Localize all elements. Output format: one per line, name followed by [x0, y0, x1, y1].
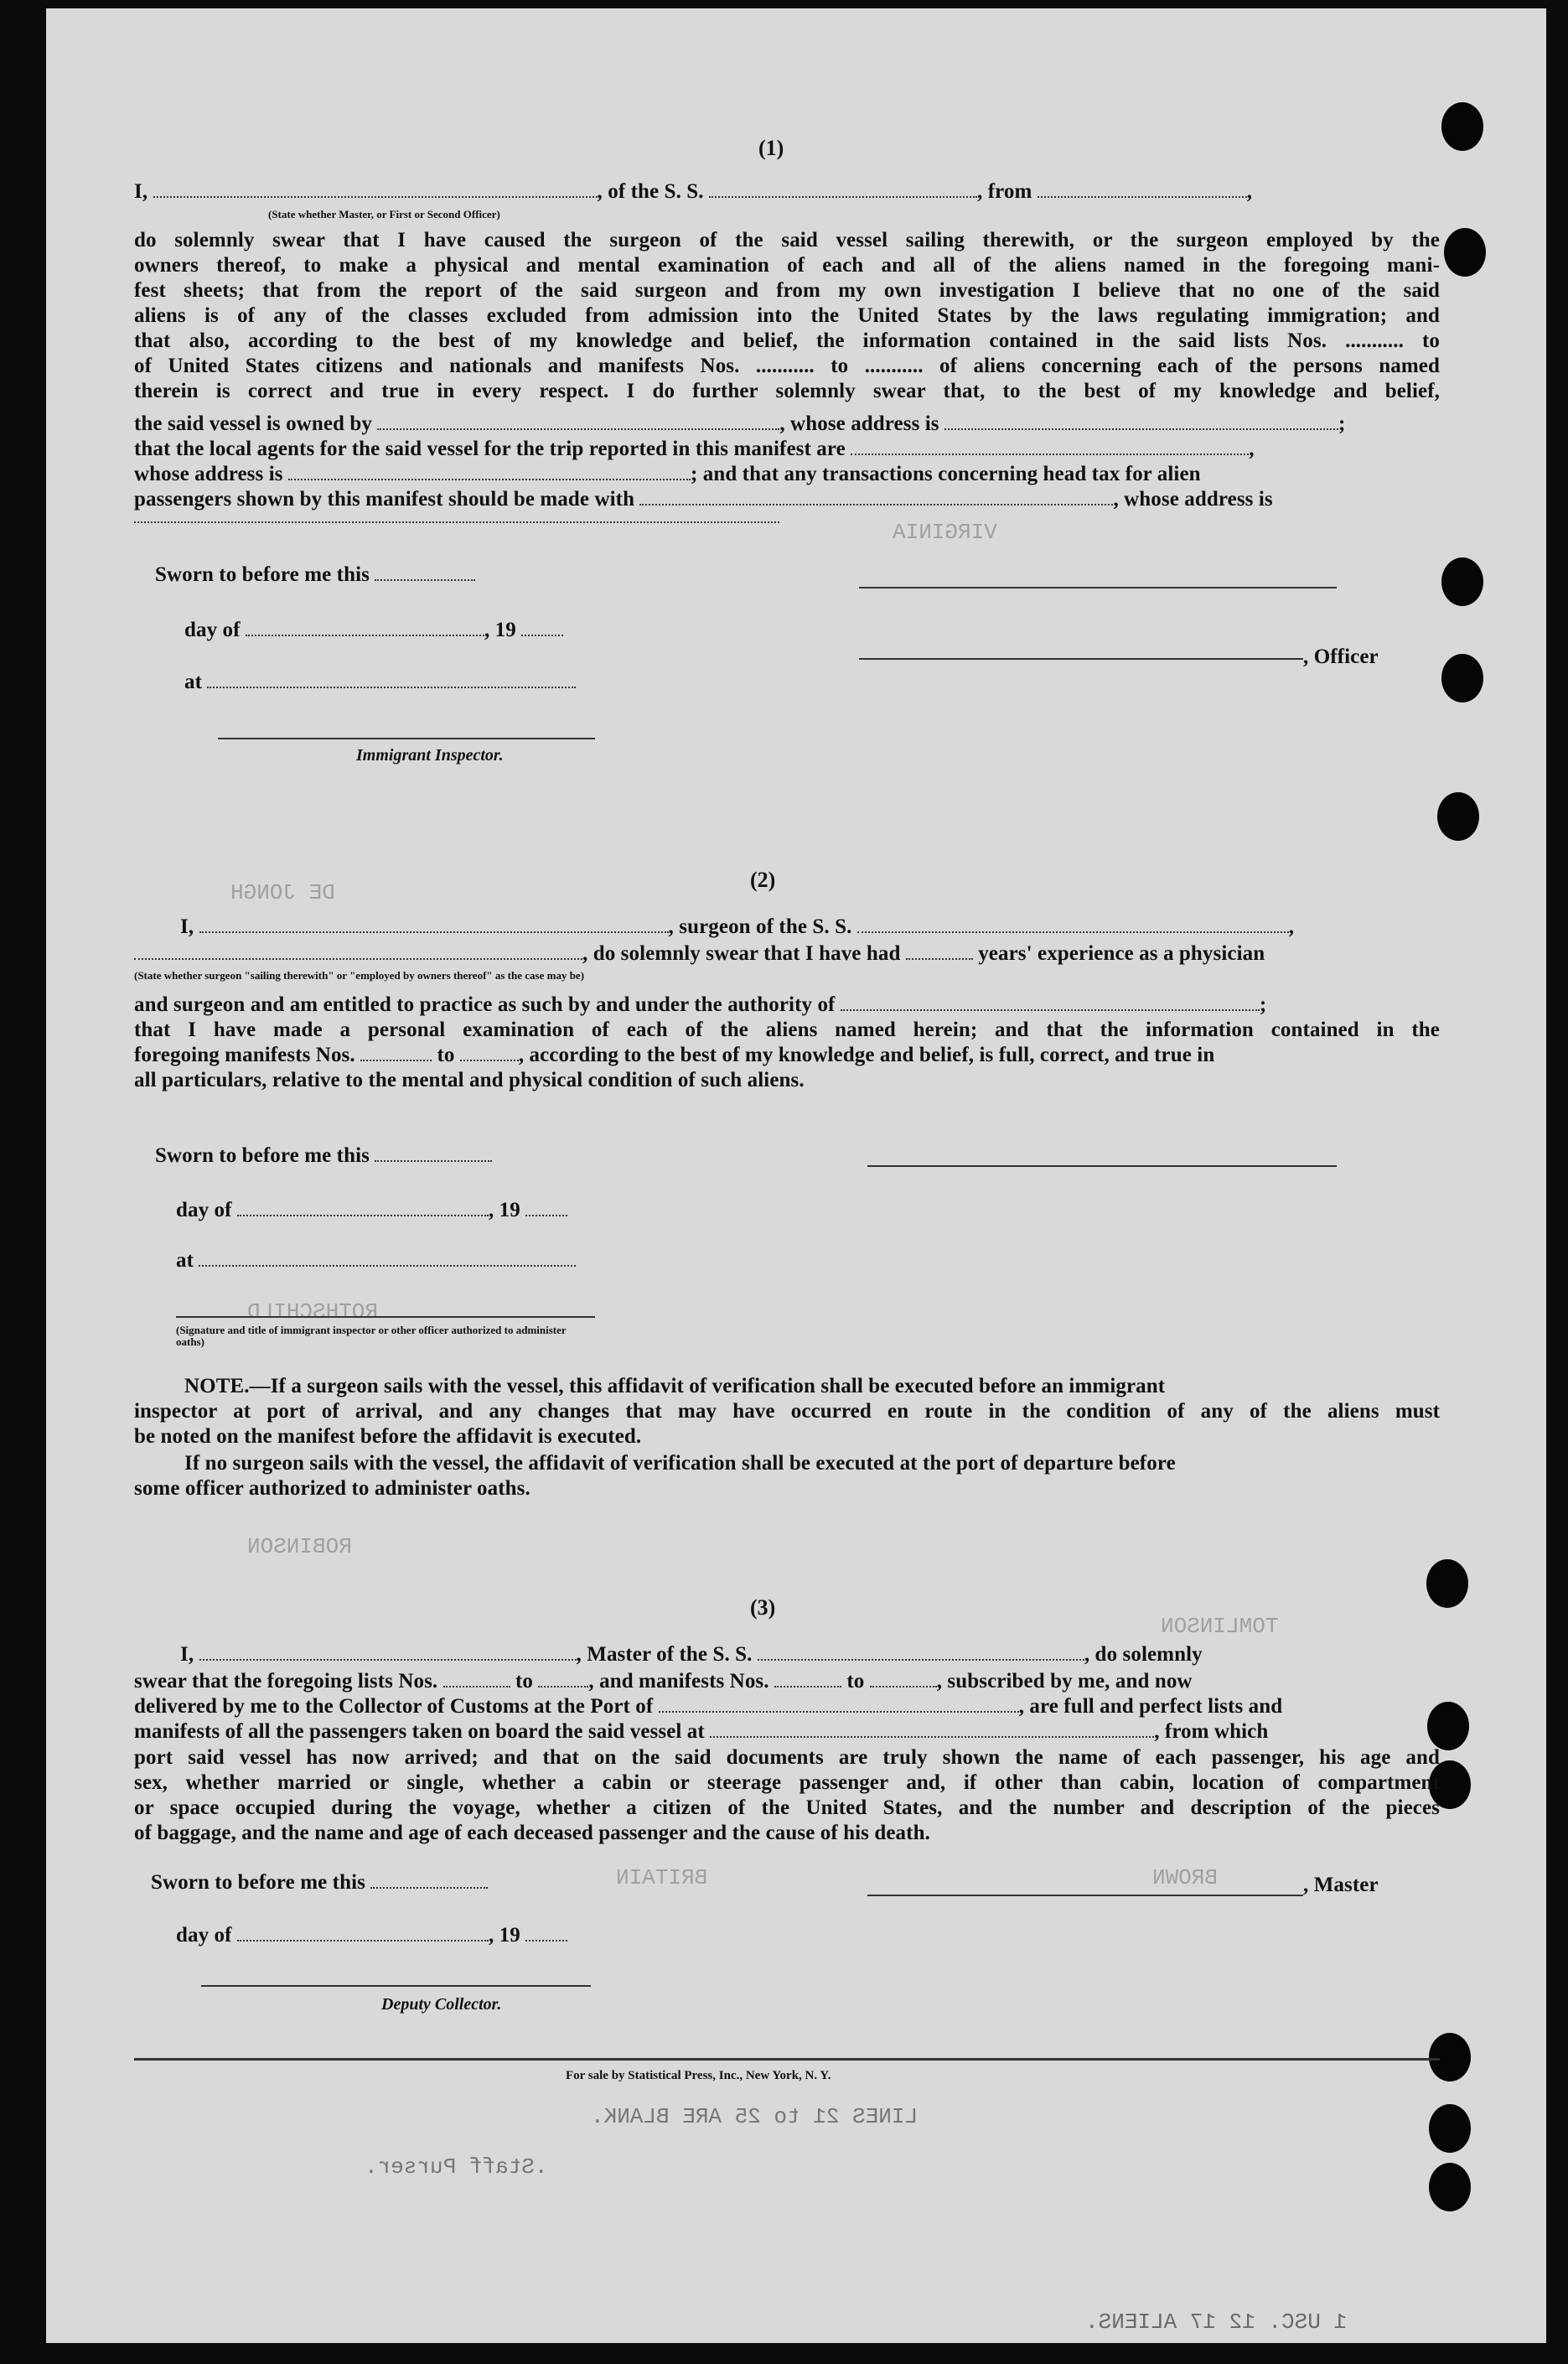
section-1-text-line: owners thereof, to make a physical and mental examination of each and all of the aliens named in the foregoing mani-: [134, 254, 1440, 277]
section-1-text-line: of United States citizens and nationals and manifests Nos. ........... to ........... of aliens concerning each of the persons named: [134, 355, 1440, 377]
manifest-from-field[interactable]: [360, 1045, 432, 1061]
from-port-field[interactable]: [1038, 181, 1247, 198]
i-label: I,: [180, 1643, 194, 1666]
section-1-text-line: that also, according to the best of my knowledge and belief, the information contained in the said lists Nos. ........... to: [134, 329, 1440, 352]
owner-address-field[interactable]: [944, 413, 1338, 430]
day-of-line: [176, 1924, 567, 1947]
collector-label: delivered by me to the Collector of Customs at the Port of: [134, 1695, 654, 1718]
punch-hole: [1437, 792, 1479, 841]
head-tax-contact-field[interactable]: [639, 489, 1113, 505]
boarded-at-label: manifests of all the passengers taken on board the said vessel at: [134, 1720, 705, 1743]
port-field[interactable]: [659, 1696, 1019, 1713]
vessel-name-field[interactable]: [709, 181, 977, 198]
section-1-text-line: fest sheets; that from the report of the said surgeon and from my own investigation I believe that no one of the said: [134, 279, 1440, 302]
surgeon-line: I, , surgeon of the S. S. ,: [180, 915, 1295, 938]
authority-field[interactable]: [841, 994, 1260, 1011]
officer-note: (State whether Master, or First or Second Officer): [268, 208, 500, 220]
passengers-label: passengers shown by this manifest should be made with: [134, 488, 635, 511]
year-label: , 19: [488, 1924, 520, 1947]
sworn-day-field[interactable]: [375, 564, 475, 581]
punch-hole: [1429, 2163, 1471, 2211]
note-line-1: [184, 1375, 1165, 1398]
year-field[interactable]: [521, 620, 563, 636]
master-label: , Master: [1303, 1874, 1379, 1896]
section-3-text-line: of baggage, and the name and age of each deceased passenger and the cause of his death.: [134, 1822, 930, 1844]
address-blank[interactable]: [134, 521, 779, 523]
bleed-text: TOMLINSON: [1161, 1614, 1279, 1639]
from-label: , from: [977, 180, 1032, 203]
section-3-number: (3): [750, 1595, 776, 1620]
boarded-port-field[interactable]: [710, 1721, 1154, 1738]
particulars-line: all particulars, relative to the mental and physical condition of such aliens.: [134, 1069, 805, 1091]
bleed-text: 1 USC. 12 17 ALIENS.: [1085, 2310, 1348, 2335]
surgeon-signature-line[interactable]: [867, 1165, 1337, 1167]
punch-hole: [1429, 2104, 1471, 2153]
subscribed-label: , subscribed by me, and now: [936, 1670, 1193, 1693]
practice-label: and surgeon and am entitled to practice as such by and under the authority of: [134, 993, 836, 1016]
section-1-text-line: do solemnly swear that I have caused the surgeon of the said vessel sailing therewith, or the surgeon employed by the: [134, 229, 1440, 251]
do-solemnly-label: , do solemnly: [1084, 1643, 1203, 1666]
section-3-text-line: port said vessel has now arrived; and that on the said documents are truly shown the name of each passenger, his age and: [134, 1746, 1440, 1769]
inspector-signature-line[interactable]: [176, 1316, 595, 1318]
full-lists-label: , are full and perfect lists and: [1018, 1695, 1283, 1718]
at-line: [176, 1249, 576, 1273]
sworn-label: Sworn to before me this: [155, 563, 370, 586]
surgeon-of-label: , surgeon of the S. S.: [668, 915, 852, 938]
note-line-5: some officer authorized to administer oaths.: [134, 1477, 530, 1500]
sworn-day-field[interactable]: [375, 1145, 492, 1162]
local-agents-field[interactable]: [851, 438, 1249, 455]
to-label: to: [515, 1670, 534, 1693]
whose-address-label: , whose address is: [779, 412, 939, 435]
officer-signature-line-2[interactable]: [859, 658, 1303, 660]
at-place-field[interactable]: [207, 671, 576, 688]
passengers-line: [134, 488, 1273, 511]
day-of-label: day of: [176, 1199, 232, 1221]
from-which-label: , from which: [1154, 1720, 1269, 1743]
to-label: to: [437, 1044, 455, 1066]
punch-hole: [1426, 1559, 1468, 1608]
head-tax-label: ; and that any transactions concerning head tax for alien: [690, 463, 1201, 485]
surgeon-note: (State whether surgeon "sailing therewith" or "employed by owners thereof" as the case may be): [134, 969, 585, 982]
day-of-field[interactable]: [246, 620, 484, 636]
bleed-text: .Staff Purser.: [365, 2154, 548, 2180]
year-label: , 19: [484, 619, 516, 641]
punch-hole: [1441, 102, 1483, 151]
day-of-field[interactable]: [237, 1200, 489, 1216]
section-2-number: (2): [750, 868, 776, 892]
bleed-text: BROWN: [1152, 1865, 1219, 1890]
officer-signature-line[interactable]: [859, 587, 1337, 588]
at-line: [184, 671, 576, 694]
years-experience-label: years' experience as a physician: [978, 942, 1265, 965]
section-3-text-line: sex, whether married or single, whether a cabin or steerage passenger and, if other than cabin, location of compartment: [134, 1771, 1440, 1794]
sworn-label: Sworn to before me this: [151, 1871, 365, 1894]
year-field[interactable]: [525, 1200, 567, 1216]
note-line-3: be noted on the manifest before the affidavit is executed.: [134, 1425, 642, 1448]
for-sale-note: For sale by Statistical Press, Inc., New York, N. Y.: [566, 2069, 831, 2082]
punch-hole: [1429, 2033, 1471, 2081]
swear-had-label: , do solemnly swear that I have had: [582, 942, 901, 965]
bleed-text: BRITAIN: [616, 1865, 708, 1890]
bleed-text: LINES 21 to 25 ARE BLANK.: [591, 2104, 919, 2129]
immigrant-inspector-label: Immigrant Inspector.: [356, 746, 504, 765]
officer-name-field[interactable]: [153, 181, 598, 198]
section-1-body: [134, 228, 1440, 404]
manifests-to-field[interactable]: [870, 1671, 937, 1687]
day-of-line: [176, 1199, 567, 1222]
section-1-text-line: therein is correct and true in every respect. I do further solemnly swear that, to the best of my knowledge and belief,: [134, 380, 1440, 402]
agents-address-line: [134, 463, 1201, 486]
sworn-line: [155, 1144, 492, 1168]
at-place-field[interactable]: [199, 1250, 576, 1267]
punch-hole: [1441, 557, 1483, 606]
sworn-day-field[interactable]: [370, 1872, 488, 1889]
year-field[interactable]: [525, 1925, 567, 1941]
sworn-label: Sworn to before me this: [155, 1144, 370, 1167]
lists-line: [134, 1670, 1193, 1693]
owner-field[interactable]: [377, 413, 779, 430]
day-of-label: day of: [176, 1924, 232, 1947]
year-label: , 19: [488, 1199, 520, 1221]
punch-hole: [1444, 228, 1486, 277]
owned-by-line: the said vessel is owned by , whose address is ;: [134, 412, 1346, 435]
bleed-text: VIRGINIA: [893, 520, 997, 545]
local-agents-label: that the local agents for the said vessel for the trip reported in this manifest are: [134, 438, 846, 460]
master-signature-line[interactable]: [867, 1895, 1303, 1896]
surgeon-vessel-field[interactable]: [857, 916, 1289, 933]
section-3-body: [134, 1745, 1440, 1846]
local-agents-line: that the local agents for the said vessel for the trip reported in this manifest are ,: [134, 438, 1255, 460]
manifests-label: foregoing manifests Nos.: [134, 1044, 355, 1066]
collector-line: [134, 1695, 1282, 1719]
years-experience-field[interactable]: [906, 943, 973, 960]
note-line-4: If no surgeon sails with the vessel, the affidavit of verification shall be executed at the port of departure before: [184, 1452, 1176, 1475]
sworn-line: [151, 1871, 488, 1895]
master-line: [180, 1643, 1203, 1667]
note-text: —If a surgeon sails with the vessel, this affidavit of verification shall be executed before an immigrant: [249, 1375, 1166, 1397]
manifests-tail-label: , according to the best of my knowledge and belief, is full, correct, and true in: [518, 1044, 1215, 1066]
i-label: I,: [134, 180, 148, 203]
bleed-text: ROTHSCHILD: [247, 1299, 379, 1325]
whose-address-label: whose address is: [134, 463, 283, 485]
manifest-to-field[interactable]: [460, 1045, 519, 1061]
note-line-2: inspector at port of arrival, and any changes that may have occurred en route in the condition of any of the aliens must: [134, 1400, 1440, 1423]
agents-address-field[interactable]: [288, 464, 691, 480]
day-of-label: day of: [184, 619, 241, 641]
day-of-line: [184, 619, 563, 642]
lists-to-field[interactable]: [538, 1671, 588, 1687]
day-of-field[interactable]: [237, 1925, 489, 1941]
bleed-text: DE JONGH: [230, 880, 335, 905]
signature-note: (Signature and title of immigrant inspector or other officer authorized to administer oaths): [176, 1324, 567, 1348]
officer-label: , Officer: [1303, 645, 1379, 668]
master-name-field[interactable]: [199, 1644, 577, 1661]
manifests-label: , and manifests Nos.: [588, 1670, 769, 1693]
practice-line: and surgeon and am entitled to practice as such by and under the authority of ;: [134, 993, 1267, 1016]
owned-by-label: the said vessel is owned by: [134, 412, 372, 435]
footer-rule: [134, 2058, 1440, 2061]
manifests-line: [134, 1044, 1214, 1067]
at-label: at: [176, 1249, 194, 1272]
manifests-from-field[interactable]: [774, 1671, 841, 1687]
at-label: at: [184, 671, 203, 693]
section-1-number: (1): [758, 136, 784, 160]
punch-hole: [1427, 1702, 1469, 1750]
master-vessel-field[interactable]: [758, 1644, 1084, 1661]
note-label: NOTE.: [184, 1375, 250, 1397]
deputy-signature-line[interactable]: [201, 1985, 591, 1987]
document-page: [46, 8, 1546, 2343]
to-label: to: [846, 1670, 865, 1693]
whose-address-label: , whose address is: [1113, 488, 1273, 511]
section-1-text-line: aliens is of any of the classes excluded from admission into the United States by the laws regulating immigration; and: [134, 304, 1440, 327]
surgeon-name-field[interactable]: [199, 916, 669, 933]
boarded-at-line: [134, 1720, 1268, 1744]
bleed-text: ROBINSON: [247, 1534, 352, 1559]
exam-line: that I have made a personal examination of each of the aliens named herein; and that the information contained in the: [134, 1019, 1440, 1041]
section-3-text-line: or space occupied during the voyage, whether a citizen of the United States, and the number and description of the pieces: [134, 1796, 1440, 1819]
surgeon-type-line: [134, 942, 1265, 966]
deputy-collector-label: Deputy Collector.: [381, 1995, 502, 2014]
sworn-line: [155, 563, 475, 587]
lists-label: swear that the foregoing lists Nos.: [134, 1670, 438, 1693]
punch-hole: [1441, 654, 1483, 702]
inspector-signature-line[interactable]: [218, 738, 595, 739]
i-label: I,: [180, 915, 194, 938]
of-ss-label: , of the S. S.: [597, 180, 704, 203]
surgeon-type-field[interactable]: [134, 943, 582, 960]
lists-from-field[interactable]: [443, 1671, 510, 1687]
section-1-line-intro: I, , of the S. S. , from ,: [134, 180, 1253, 203]
master-of-label: , Master of the S. S.: [576, 1643, 753, 1666]
